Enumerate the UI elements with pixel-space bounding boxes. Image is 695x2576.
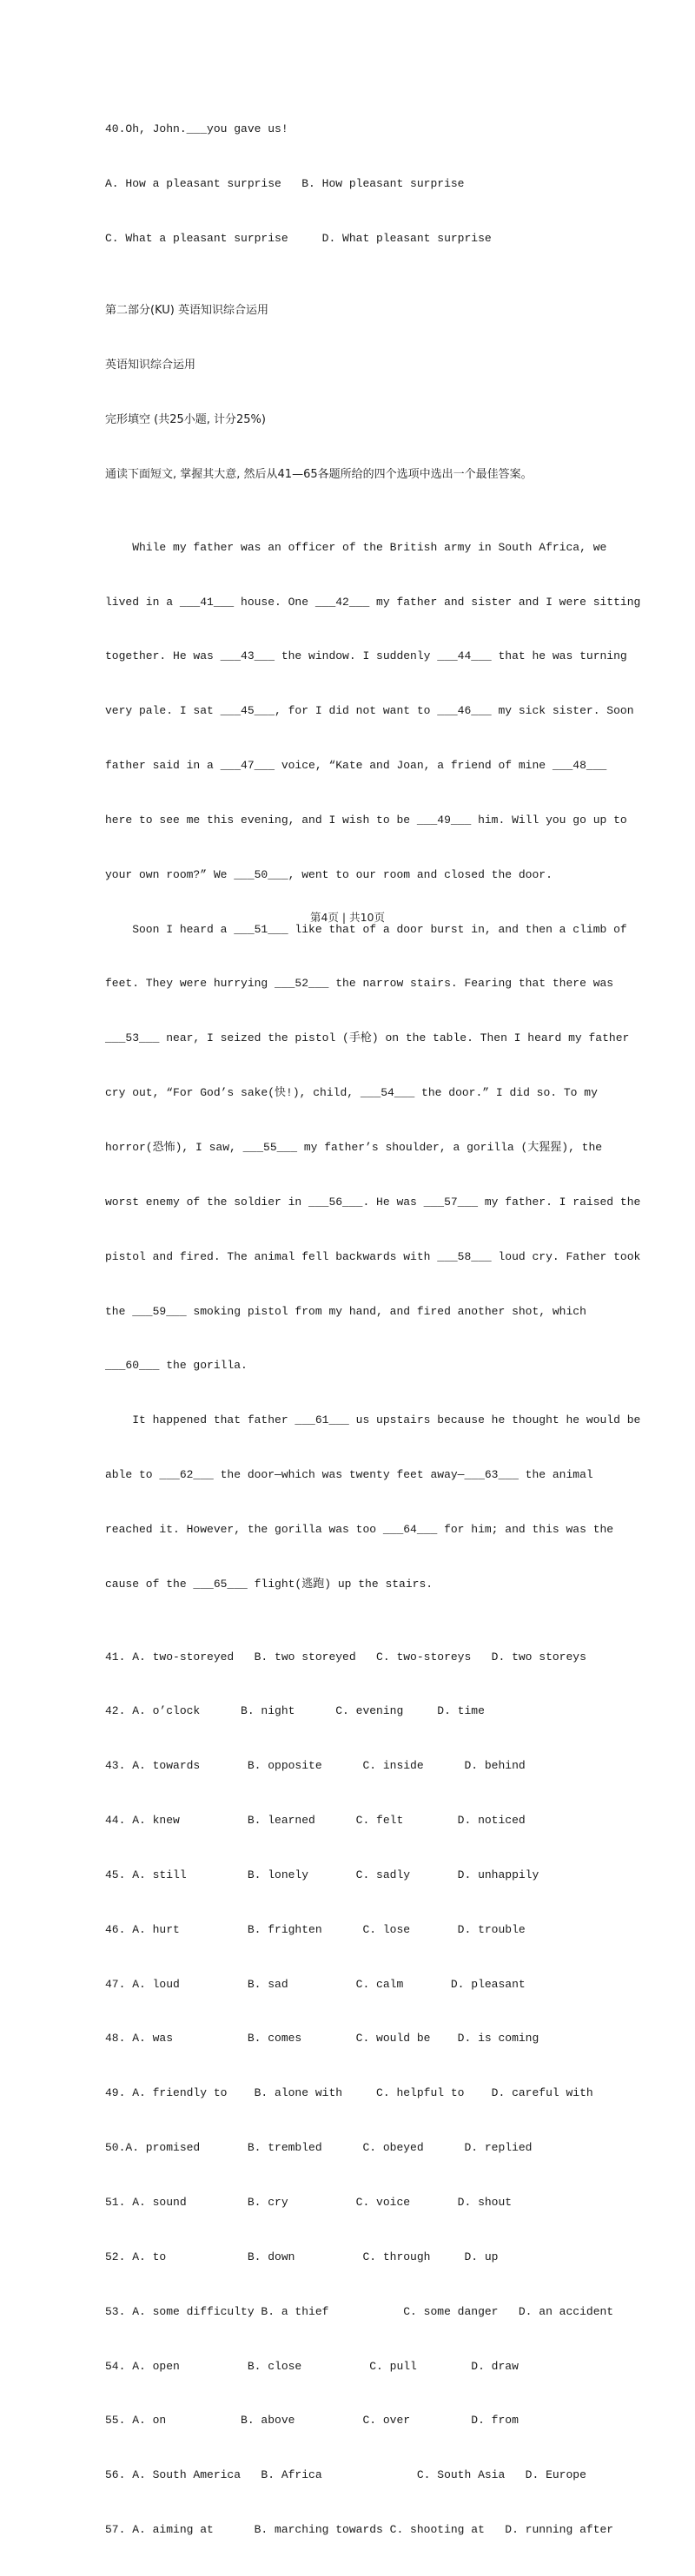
passage-line: ___53___ near, I seized the pistol (手枪) on the table. Then I heard my father (105, 1031, 630, 1045)
section-subtitle: 英语知识综合运用 (105, 359, 196, 372)
passage-line: worst enemy of the soldier in ___56___. He was ___57___ my father. I raised the (105, 1195, 641, 1209)
question-40-options-ab: A. How a pleasant surprise B. How pleasant surprise (105, 176, 465, 190)
choice-row-50: 50.A. promised B. trembled C. obeyed D. replied (105, 2141, 533, 2155)
passage-line: together. He was ___43___ the window. I suddenly ___44___ that he was turning (105, 649, 627, 663)
passage-line: the ___59___ smoking pistol from my hand, and fired another shot, which (105, 1304, 586, 1318)
passage-line: pistol and fired. The animal fell backwards with ___58___ loud cry. Father took (105, 1249, 641, 1263)
choice-row-41: 41. A. two-storeyed B. two storeyed C. two-storeys D. two storeys (105, 1650, 586, 1664)
choice-row-55: 55. A. on B. above C. over D. from (105, 2414, 519, 2428)
cloze-title: 完形填空 (共25小题, 计分25%) (105, 413, 266, 427)
passage-line: very pale. I sat ___45___, for I did not want to ___46___ my sick sister. Soon (105, 704, 634, 718)
choice-row-49: 49. A. friendly to B. alone with C. helpful to D. careful with (105, 2086, 593, 2100)
page-footer: 第4页 | 共10页 (309, 911, 386, 924)
choice-row-42: 42. A. o’clock B. night C. evening D. time (105, 1704, 485, 1718)
choice-row-52: 52. A. to B. down C. through D. up (105, 2250, 499, 2263)
choice-row-51: 51. A. sound B. cry C. voice D. shout (105, 2195, 513, 2209)
choice-row-48: 48. A. was B. comes C. would be D. is coming (105, 2032, 539, 2046)
question-40-stem: 40.Oh, John.___you gave us! (105, 122, 288, 135)
passage-line: lived in a ___41___ house. One ___42___ my father and sister and I were sitting (105, 595, 641, 609)
choice-row-45: 45. A. still B. lonely C. sadly D. unhappily (105, 1868, 539, 1881)
passage-line: ___60___ the gorilla. (105, 1359, 248, 1373)
passage-line: here to see me this evening, and I wish to be ___49___ him. Will you go up to (105, 813, 627, 827)
page-content (105, 84, 641, 2576)
passage-line: cry out, “For God’s sake(快!), child, ___54___ the door.” I did so. To my (105, 1086, 598, 1100)
passage-line: horror(恐怖), I saw, ___55___ my father’s shoulder, a gorilla (大猩猩), the (105, 1141, 603, 1154)
choice-row-57: 57. A. aiming at B. marching towards C. shooting at D. running after (105, 2523, 614, 2537)
passage-line: It happened that father ___61___ us upstairs because he thought he would be (105, 1413, 641, 1427)
passage-line: Soon I heard a ___51___ like that of a door burst in, and then a climb of (105, 922, 627, 936)
part-title: 第二部分(KU) 英语知识综合运用 (105, 304, 268, 318)
passage-line: your own room?” We ___50___, went to our room and closed the door. (105, 867, 553, 881)
choice-row-54: 54. A. open B. close C. pull D. draw (105, 2359, 519, 2373)
question-40-options-cd: C. What a pleasant surprise D. What pleasant surprise (105, 231, 492, 245)
passage-line: reached it. However, the gorilla was too ___64___ for him; and this was the (105, 1522, 614, 1536)
choice-row-56: 56. A. South America B. Africa C. South Asia D. Europe (105, 2468, 586, 2482)
passage-line: While my father was an officer of the British army in South Africa, we (105, 540, 607, 554)
choice-row-44: 44. A. knew B. learned C. felt D. noticed (105, 1814, 526, 1828)
passage-line: father said in a ___47___ voice, “Kate and Joan, a friend of mine ___48___ (105, 759, 607, 773)
passage-line: feet. They were hurrying ___52___ the narrow stairs. Fearing that there was (105, 977, 614, 991)
choice-row-43: 43. A. towards B. opposite C. inside D. behind (105, 1759, 526, 1773)
choice-row-47: 47. A. loud B. sad C. calm D. pleasant (105, 1977, 526, 1991)
cloze-instruction: 通读下面短文, 掌握其大意, 然后从41—65各题所给的四个选项中选出一个最佳答案。 (105, 467, 533, 481)
choice-row-46: 46. A. hurt B. frighten C. lose D. trouble (105, 1922, 526, 1936)
passage-line: cause of the ___65___ flight(逃跑) up the stairs. (105, 1577, 434, 1591)
passage-line: able to ___62___ the door—which was twenty feet away—___63___ the animal (105, 1468, 593, 1482)
choice-row-53: 53. A. some difficulty B. a thief C. some danger D. an accident (105, 2304, 614, 2318)
